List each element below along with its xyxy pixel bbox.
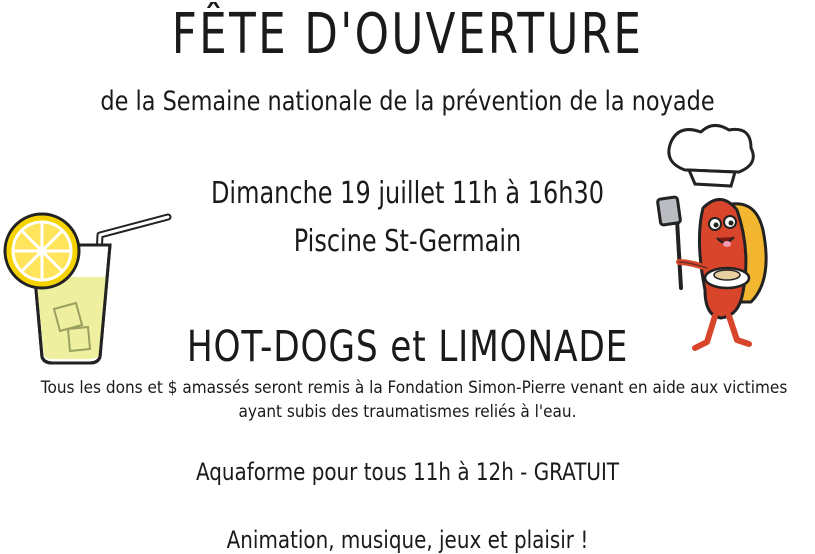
event-date: Dimanche 19 juillet 11h à 16h30 xyxy=(210,176,605,211)
animation-text: Animation, musique, jeux et plaisir ! xyxy=(226,526,589,554)
donations-text-line2: ayant subis des traumatismes reliés à l'eau. xyxy=(238,402,577,422)
hotdog-chef-icon xyxy=(655,120,775,358)
flyer-subtitle: de la Semaine nationale de la prévention de la noyade xyxy=(100,86,715,117)
lemonade-glass-icon xyxy=(2,205,172,370)
food-heading: HOT-DOGS et LIMONADE xyxy=(186,322,629,372)
donations-text-line1: Tous les dons et $ amassés seront remis à la Fondation Simon-Pierre venant en aide aux victimes xyxy=(40,378,788,398)
flyer-title: FÊTE D'OUVERTURE xyxy=(171,2,644,67)
event-location: Piscine St-Germain xyxy=(293,224,522,259)
aquaforme-text: Aquaforme pour tous 11h à 12h - GRATUIT xyxy=(195,458,620,486)
